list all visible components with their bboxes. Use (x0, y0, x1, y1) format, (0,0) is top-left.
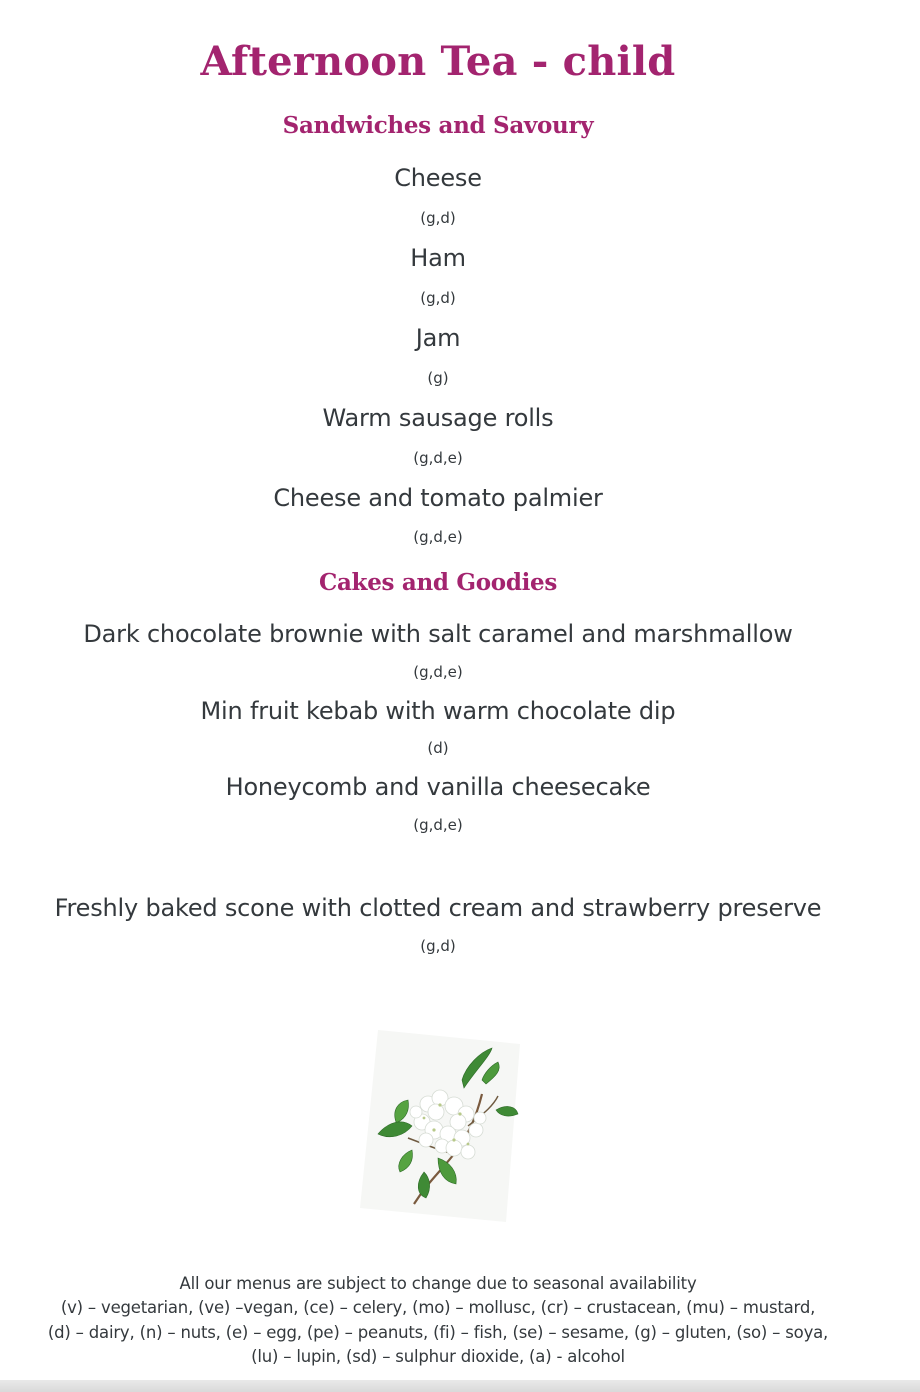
allergen-key-line: (v) – vegetarian, (ve) –vegan, (ce) – celery, (mo) – mollusc, (cr) – crustacean, (mu) – mustard, (60, 1298, 816, 1317)
allergen-info: (g,d,e) (413, 528, 463, 546)
section-heading-sandwiches: Sandwiches and Savoury (282, 112, 594, 139)
allergen-info: (d) (427, 739, 449, 757)
menu-item: Warm sausage rolls (322, 404, 554, 432)
section-heading-cakes: Cakes and Goodies (318, 569, 558, 596)
allergen-info: (g,d,e) (413, 449, 463, 467)
allergen-info: (g) (427, 369, 449, 387)
menu-item: Jam (415, 324, 461, 352)
allergen-info: (g,d,e) (413, 816, 463, 834)
menu-item-scone: Freshly baked scone with clotted cream and strawberry preserve (54, 894, 822, 922)
menu-title: Afternoon Tea - child (200, 38, 676, 85)
menu-item: Dark chocolate brownie with salt caramel and marshmallow (83, 620, 793, 648)
allergen-info: (g,d) (420, 937, 456, 955)
allergen-key-line: (lu) – lupin, (sd) – sulphur dioxide, (a) - alcohol (251, 1347, 625, 1366)
menu-item: Cheese (394, 164, 482, 192)
allergen-info: (g,d,e) (413, 663, 463, 681)
allergen-info: (g,d) (420, 209, 456, 227)
footer-notice: All our menus are subject to change due to seasonal availability (179, 1274, 697, 1293)
menu-item: Honeycomb and vanilla cheesecake (225, 773, 651, 801)
menu-item: Cheese and tomato palmier (273, 484, 603, 512)
menu-item: Ham (410, 244, 466, 272)
page-bottom-edge (0, 1380, 920, 1392)
allergen-info: (g,d) (420, 289, 456, 307)
blossom-sprig-icon (358, 1022, 526, 1222)
menu-item: Min fruit kebab with warm chocolate dip (200, 697, 676, 725)
allergen-key-line: (d) – dairy, (n) – nuts, (e) – egg, (pe) – peanuts, (fi) – fish, (se) – sesame, (g) – gluten, (so) – soya, (47, 1323, 829, 1342)
